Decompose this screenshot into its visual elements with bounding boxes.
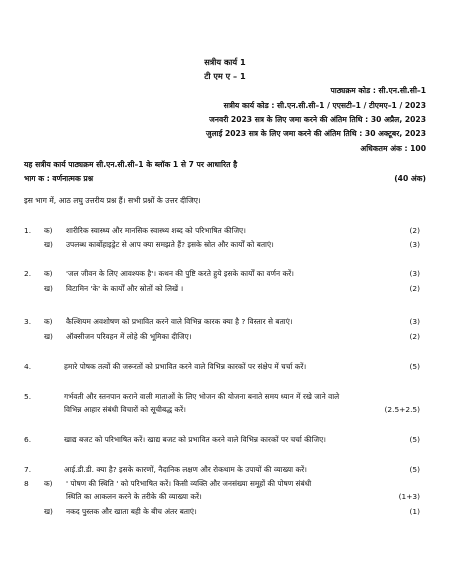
q4-number: 4.	[24, 362, 32, 371]
q4-marks: (5)	[409, 362, 420, 371]
q6-marks: (5)	[409, 435, 420, 444]
q1a-text: शारीरिक स्वास्थ्य और मानसिक स्वास्थ्य शब्द को परिभाषित कीजिए।	[66, 226, 246, 235]
q8b-text: नकद पुस्तक और खाता बही के बीच अंतर बताएं।	[66, 507, 197, 516]
section-marks: (40 अंक)	[394, 174, 426, 183]
q5-text-line1: गर्भवती और स्तनपान कराने वाली माताओं के लिए भोजन की योजना बनाते समय ध्यान में रखे जाने वाले	[64, 392, 340, 401]
assignment-code: सत्रीय कार्य कोड : सी.एन.सी.सी–1 / एएसटी–1 / टीएमए–1 / 2023	[223, 101, 426, 110]
max-marks: अधिकतम अंक : 100	[360, 144, 426, 153]
q1b-label: ख)	[44, 240, 53, 249]
q2a-text: 'जल जीवन के लिए आवश्यक है'। कथन की पुष्टि करते हुये इसके कार्यों का वर्णन करें।	[66, 269, 294, 278]
q1b-text: उपलब्ध कार्बोहाइड्रेट से आप क्या समझते हैं? इसके स्रोत और कार्यों को बताएं।	[66, 240, 274, 249]
q8a-text-line1: ' पोषण की स्थिति ' को परिभाषित करें। किसी व्यक्ति और जनसंख्या समूहों की पोषण संबंधी	[66, 479, 312, 488]
q2b-marks: (2)	[409, 284, 420, 293]
course-code: पाठ्यक्रम कोड : सी.एन.सी.सी–1	[330, 86, 426, 95]
q3-number: 3.	[24, 317, 32, 326]
doc-title: सत्रीय कार्य 1	[204, 57, 246, 67]
q1-number: 1.	[24, 226, 32, 235]
instruction-text: इस भाग में, आठ लघु उत्तरीय प्रश्न हैं। सभी प्रश्नों के उत्तर दीजिए।	[24, 196, 201, 205]
based-on-note: यह सत्रीय कार्य पाठ्यक्रम सी.एन.सी.सी–1 के ब्लॉक 1 से 7 पर आधारित है	[24, 160, 238, 169]
q2b-text: विटामिन 'के' के कार्यों और स्रोतों को लिखें ।	[66, 284, 184, 293]
q5-text-line2: विभिन्न आहार संबंधी विचारों को सूचीबद्ध करें।	[64, 405, 186, 414]
q3b-text: ऑक्सीजन परिवहन में लोहे की भूमिका दीजिए।	[66, 332, 192, 341]
q3a-label: क)	[44, 317, 53, 326]
q5-marks: (2.5+2.5)	[384, 405, 420, 414]
q1a-marks: (2)	[409, 226, 420, 235]
q8a-text-line2: स्थिति का आकलन करने के तरीके की व्याख्या करें।	[66, 492, 202, 501]
q2b-label: ख)	[44, 284, 53, 293]
q1a-label: क)	[44, 226, 53, 235]
q3a-marks: (3)	[409, 317, 420, 326]
q7-text: आई.डी.डी. क्या है? इसके कारणों, नैदानिक लक्षण और रोकथाम के उपायों की व्याख्या करें।	[64, 465, 307, 474]
q2-number: 2.	[24, 269, 32, 278]
q3b-label: ख)	[44, 332, 53, 341]
q8-number: 8	[24, 479, 29, 488]
q6-text: खाद्य बजट को परिभाषित करें। खाद्य बजट को प्रभावित करने वाले विभिन्न कारकों पर चर्चा कीजिए।	[64, 435, 326, 444]
section-label: भाग क : वर्णनात्मक प्रश्न	[24, 174, 94, 183]
q7-number: 7.	[24, 465, 32, 474]
doc-subtitle: टी एम ए – 1	[204, 71, 246, 81]
q6-number: 6.	[24, 435, 32, 444]
q8b-label: ख)	[44, 507, 53, 516]
q8b-marks: (1)	[409, 507, 420, 516]
q3a-text: कैल्शियम अवशोषण को प्रभावित करने वाले विभिन्न कारक क्या है ? विस्तार से बताएं।	[66, 317, 293, 326]
q1b-marks: (3)	[409, 240, 420, 249]
jul-deadline: जुलाई 2023 सत्र के लिए जमा करने की अंतिम तिथि : 30 अक्टूबर, 2023	[205, 129, 426, 138]
q8a-label: क)	[44, 479, 53, 488]
q4-text: हमारे पोषक तत्वों की जरूरतों को प्रभावित करने वाले विभिन्न कारकों पर संक्षेप में चर्चा करें।	[64, 362, 307, 371]
jan-deadline: जनवरी 2023 सत्र के लिए जमा करने की अंतिम तिथि : 30 अप्रैल, 2023	[209, 115, 426, 124]
q2a-marks: (3)	[409, 269, 420, 278]
q5-number: 5.	[24, 392, 32, 401]
q2a-label: क)	[44, 269, 53, 278]
q8a-marks: (1+3)	[398, 492, 420, 501]
q3b-marks: (2)	[409, 332, 420, 341]
q7-marks: (5)	[409, 465, 420, 474]
